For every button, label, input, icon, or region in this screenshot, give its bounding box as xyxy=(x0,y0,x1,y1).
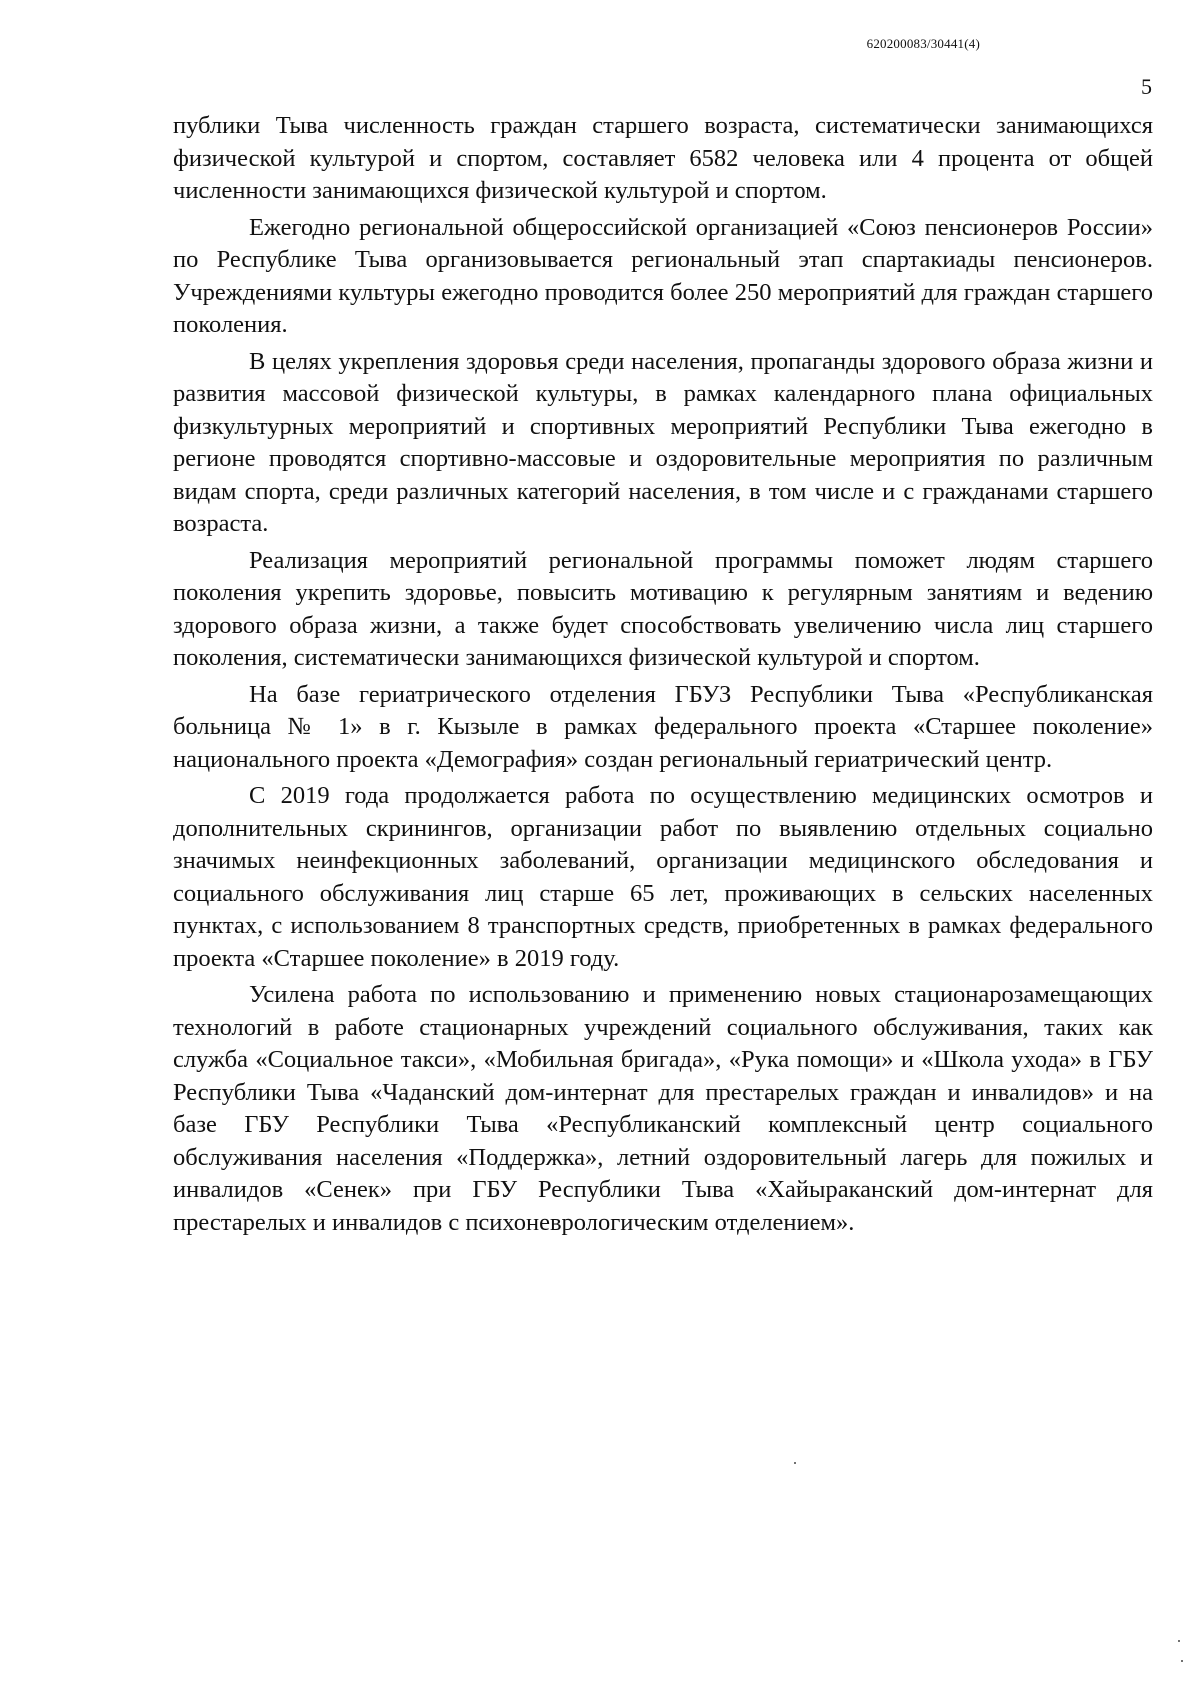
document-body xyxy=(173,110,1153,1243)
scan-speck xyxy=(1178,1640,1180,1642)
paragraph-continuation: публики Тыва численность граждан старшего возраста, систематически занимающихся физической культурой и спортом, составляет 6582 человека или 4 процента от общей численности занимающихся физической культурой и спортом. xyxy=(173,112,1153,204)
paragraph: Ежегодно региональной общероссийской организацией «Союз пенсионеров России» по Республике Тыва организовывается региональный этап спартакиады пенсионеров. Учреждениями культуры ежегодно проводится более 250 мероприятий для граждан старшего поколения. xyxy=(173,213,1153,338)
paragraph: Усилена работа по использованию и применению новых стационарозамещающих технологий в работе стационарных учреждений социального обслуживания, таких как служба «Социальное такси», «Мобильная бригада», «Рука помощи» и «Школа ухода» в ГБУ Республики Тыва «Чаданский дом-интернат для престарелых граждан и инвалидов» и на базе ГБУ Республики Тыва «Республиканский комплексный центр социального обслуживания населения «Поддержка», летний оздоровительный лагерь для пожилых и инвалидов «Сенек» при ГБУ Республики Тыва «Хайыраканский дом-интернат для престарелых и инвалидов с психоневрологическим отделением». xyxy=(173,981,1153,1236)
paragraph: Реализация мероприятий региональной программы поможет людям старшего поколения укрепить здоровье, повысить мотивацию к регулярным занятиям и ведению здорового образа жизни, а также будет способствовать увеличению числа лиц старшего поколения, систематически занимающихся физической культурой и спортом. xyxy=(173,546,1153,671)
page-number: 5 xyxy=(1141,74,1152,99)
document-id: 620200083/30441(4) xyxy=(866,36,980,51)
paragraph: В целях укрепления здоровья среди населения, пропаганды здорового образа жизни и развития массовой физической культуры, в рамках календарного плана официальных физкультурных мероприятий и спортивных мероприятий Республики Тыва ежегодно в регионе проводятся спортивно-массовые и оздоровительные мероприятия по различным видам спорта, среди различных категорий населения, в том числе и с гражданами старшего возраста. xyxy=(173,347,1153,537)
scan-speck xyxy=(1181,1660,1183,1662)
scan-speck xyxy=(794,1462,796,1464)
paragraph: С 2019 года продолжается работа по осуществлению медицинских осмотров и дополнительных скринингов, организации работ по выявлению отдельных социально значимых неинфекционных заболеваний, организации медицинского обследования и социального обслуживания лиц старше 65 лет, проживающих в сельских населенных пунктах, с использованием 8 транспортных средств, приобретенных в рамках федерального проекта «Старшее поколение» в 2019 году. xyxy=(173,782,1153,972)
paragraph: На базе гериатрического отделения ГБУЗ Республики Тыва «Республиканская больница № 1» в г. Кызыле в рамках федерального проекта «Старшее поколение» национального проекта «Демография» создан региональный гериатрический центр. xyxy=(173,680,1153,773)
